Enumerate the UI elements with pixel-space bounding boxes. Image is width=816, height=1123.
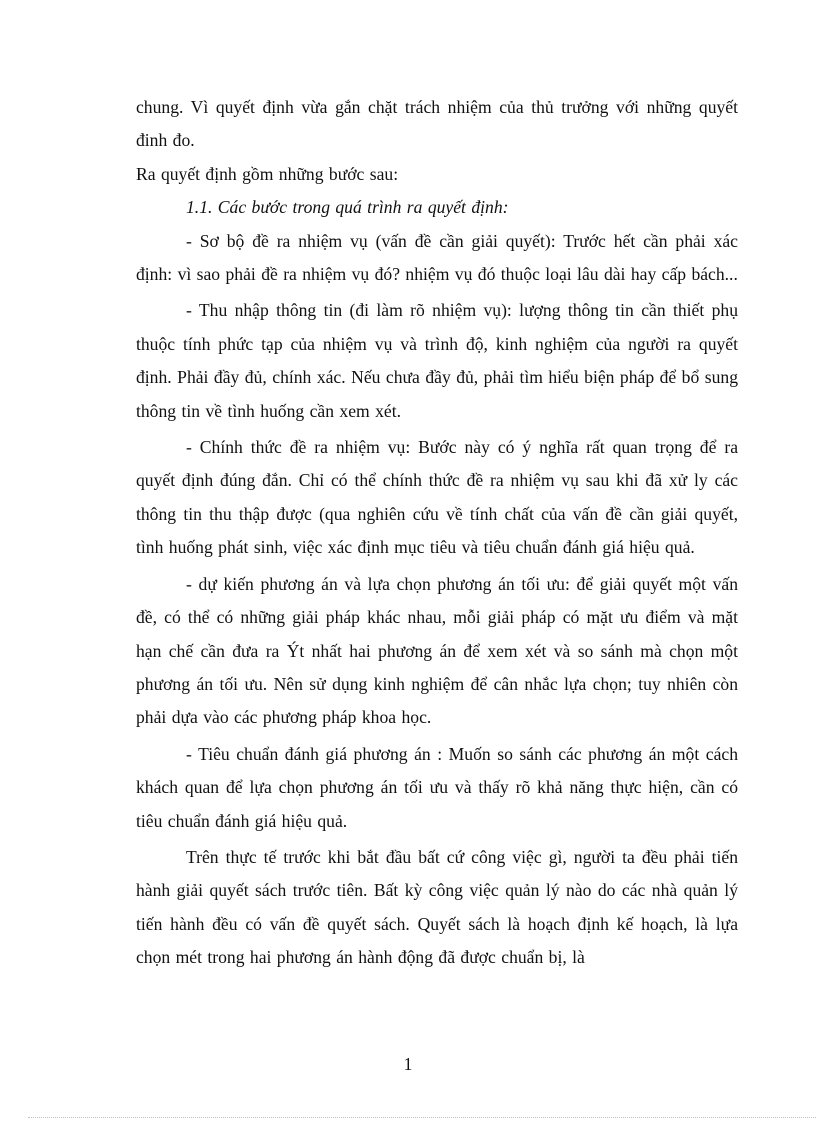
paragraph-step-2: - Thu nhập thông tin (đi làm rõ nhiệm vụ): lượng thông tin cần thiết phụ thuộc tính phức tạp của nhiệm vụ và trình độ, kinh nghiệm của người ra quyết định. Phải đầy đủ, chính xác. Nếu chưa đầy đủ, phải tìm hiểu biện pháp để bổ sung thông tin về tình huống cần xem xét. [136,300,738,421]
page-number: 1 [403,1054,413,1074]
paragraph-step-4: - dự kiến phương án và lựa chọn phương án tối ưu: để giải quyết một vấn đề, có thể có những giải pháp khác nhau, mỗi giải pháp có mặt ưu điểm và mặt hạn chế cần đưa ra Ýt nhất hai phương án để xem xét và so sánh mà chọn một phương án tối ưu. Nên sử dụng kinh nghiệm để cân nhắc lựa chọn; tuy nhiên còn phải dựa vào các phương pháp khoa học. [136,573,738,728]
paragraph-step-1: - Sơ bộ đề ra nhiệm vụ (vấn đề cần giải quyết): Trước hết cần phải xác định: vì sao phải đề ra nhiệm vụ đó? nhiệm vụ đó thuộc loại lâu dài hay cấp bách... [136,230,738,285]
page-bottom-divider [28,1117,816,1118]
paragraph-step-3: - Chính thức đề ra nhiệm vụ: Bước này có ý nghĩa rất quan trọng để ra quyết định đúng đắn. Chỉ có thể chính thức đề ra nhiệm vụ sau khi đã xử ly các thông tin thu thập được (qua nghiên cứu về tính chất của vấn đề cần giải quyết, tình huống phát sinh, việc xác định mục tiêu và tiêu chuẩn đánh giá hiệu quả. [136,437,738,558]
paragraph-step-5: - Tiêu chuẩn đánh giá phương án : Muốn so sánh các phương án một cách khách quan để lựa chọn phương án tối ưu và thấy rõ khả năng thực hiện, cần có tiêu chuẩn đánh giá hiệu quả. [136,743,738,831]
body-text [136,91,738,975]
paragraph-decision: Trên thực tế trước khi bắt đầu bất cứ công việc gì, người ta đều phải tiến hành giải quyết sách trước tiên. Bất kỳ công việc quản lý nào do các nhà quản lý tiến hành đều có vấn đề quyết sách. Quyết sách là hoạch định kế hoạch, là lựa chọn mét trong hai phương án hành động đã được chuẩn bị, là [136,846,738,968]
paragraph-intro: Ra quyết định gồm những bước sau: [136,163,399,184]
section-heading: 1.1. Các bước trong quá trình ra quyết định: [186,197,509,218]
paragraph-continuation: chung. Vì quyết định vừa gắn chặt trách nhiệm của thủ trưởng với những quyết đinh đo. [136,97,738,151]
